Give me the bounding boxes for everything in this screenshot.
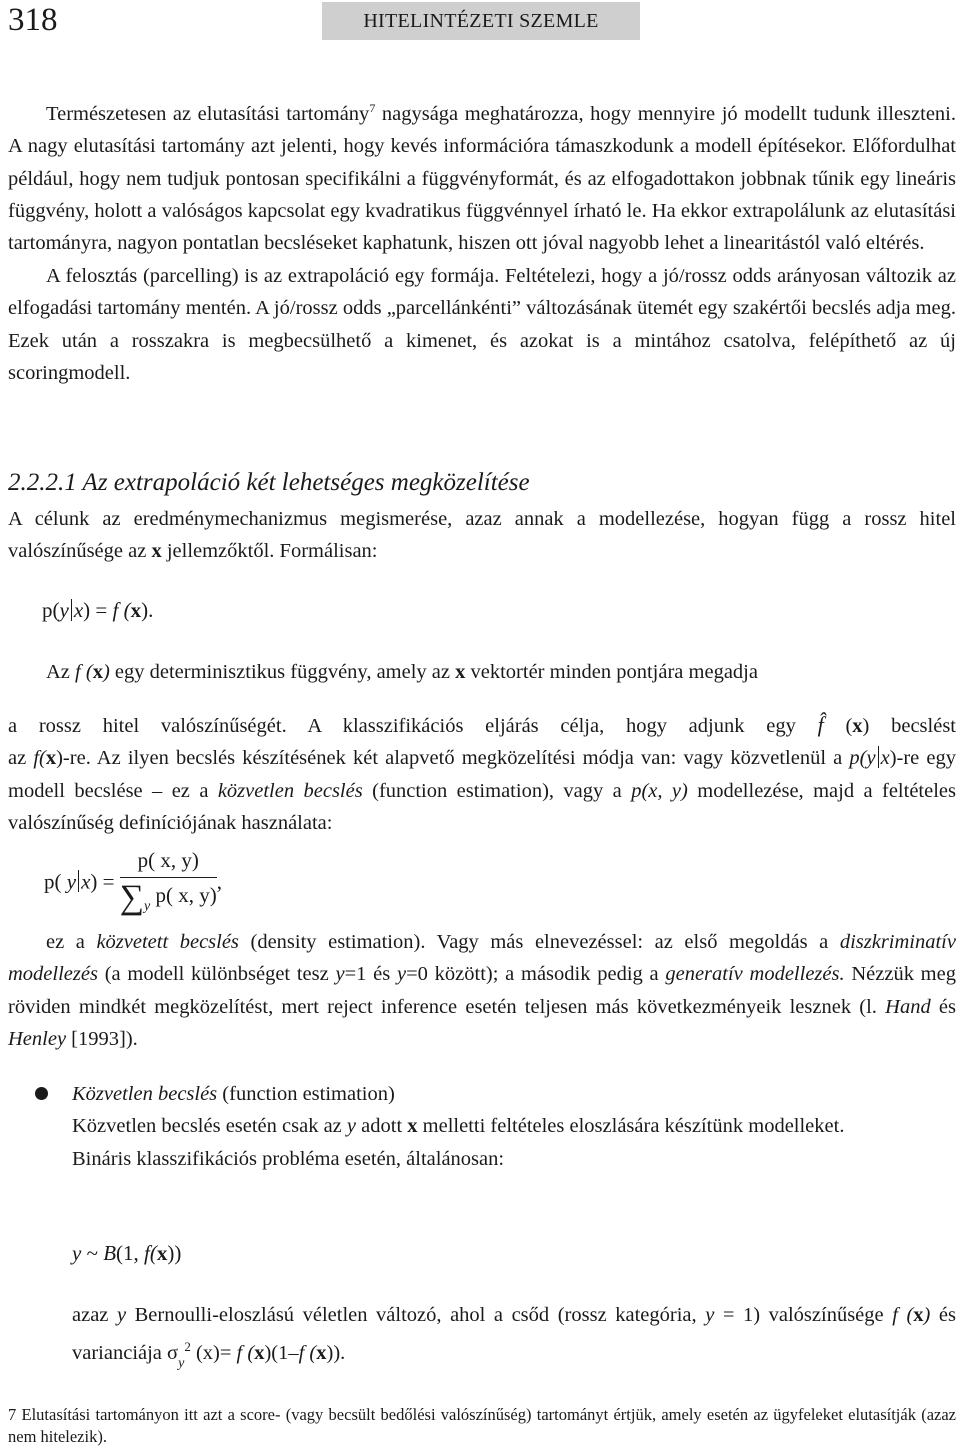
body-section-1 xyxy=(8,92,956,389)
formula-bernoulli: y ~ B(1, f(x)) xyxy=(72,1241,182,1265)
bullet-direct-estimation: Közvetlen becslés (function estimation) Közvetlen becslés esetén csak az y adott x melletti feltételes eloszlására készítünk modelleket. Bináris klasszifikációs probléma esetén, általánosan: xyxy=(72,1083,845,1170)
bullet-bernoulli-explanation: azaz y Bernoulli-eloszlású véletlen változó, ahol a csőd (rossz kategória, y = 1) valószínűsége f (x) és varianciája $\sigma_y^2$ (x)= f (x)(1–f (x)). xyxy=(72,1304,956,1372)
paragraph-deterministic-rest: a rossz hitel valószínűségét. A klasszifikációs eljárás célja, hogy adjunk egy f̂ (x) becslést az f(x)-re. Az ilyen becslés készítésének két alapvető megközelítési módja van: vagy közvetlenül a p(y x)-re egy modell becslése – ez a közvetlen becslés (function estimation), vagy a p(x, y) modellezése, majd a feltételes valószínűség definíciójának használata: xyxy=(8,712,956,835)
p1-text-a: Természetesen az elutasítási tartomány xyxy=(46,102,370,125)
page-number: 318 xyxy=(8,2,58,38)
fraction-numerator: p( x, y) xyxy=(120,845,217,878)
footnote-ref-7[interactable]: 7 xyxy=(369,101,376,115)
paragraph-parcelling: A felosztás (parcelling) is az extrapoláció egy formája. Feltételezi, hogy a jó/rossz odds arányosan változik az elfogadási tartomány mentén. A jó/rossz odds „parcellánkénti” változásának ütemét egy szakértői becslés adja meg. Ezek után a rosszakra is megbecsülhető a kimenet, és azokat is a mintához csatolva, felépíthető az új scoringmodell. xyxy=(8,264,956,385)
paragraph-deterministic-line1: Az f (x) egy determinisztikus függvény, amely az x vektortér minden pontjára megadja xyxy=(46,661,758,683)
formula-pyx: p(y x) = f (x). xyxy=(42,598,154,622)
paragraph-reject-region xyxy=(8,92,956,260)
f-hat-symbol: f̂ xyxy=(817,712,824,737)
section-heading: 2.2.2.1 Az extrapoláció két lehetséges megközelítése xyxy=(8,469,530,496)
formula-conditional-probability: p( y x) = $\frac{p( x, y)}{\sum_y p( x, y)}$ , xyxy=(44,845,222,922)
fraction xyxy=(120,845,217,922)
footnote-7: 7 Elutasítási tartományon itt azt a score- (vagy becsült bedőlési valószínűség) tartományt értjük, amely esetén az ügyfeleket elutasítják (azaz nem hitelezik). xyxy=(8,1405,956,1446)
bullet-dot-icon xyxy=(35,1087,48,1100)
paragraph-indirect: ez a közvetett becslés (density estimation). Vagy más elnevezéssel: az első megoldás a diszkriminatív modellezés (a modell különbséget tesz y=1 és y=0 között); a második pedig a generatív modellezés. Nézzük meg röviden mindkét megközelítést, mert reject inference esetén teljesen más következményeik lesznek (l. Hand és Henley [1993]). xyxy=(8,931,956,1051)
paragraph-goal: A célunk az eredménymechanizmus megismerése, azaz annak a modellezése, hogyan függ a rossz hitel valószínűsége az x jellemzőktől. Formálisan: xyxy=(8,508,956,563)
journal-title-banner: HITELINTÉZETI SZEMLE xyxy=(322,2,640,40)
p1-text-b: nagysága meghatározza, hogy mennyire jó modellt tudunk illeszteni. A nagy elutasítási tartomány azt jelenti, hogy kevés információra támaszkodunk a modell építésekor. Előfordulhat például, hogy nem tudjuk pontosan specifikálni a függvényformát, és az elfogadottakon jobbnak tűnik egy lineáris függvény, holott a valóságos kapcsolat egy kvadratikus függvénnyel írható le. Ha ekkor extrapolálunk az elutasítási tartományra, nagyon pontatlan becsléseket kaphatunk, hiszen ott jóval nagyobb lehet a linearitástól való eltérés. xyxy=(8,102,956,255)
fraction-denominator: $\sum_y$ p( x, y) xyxy=(119,879,217,916)
